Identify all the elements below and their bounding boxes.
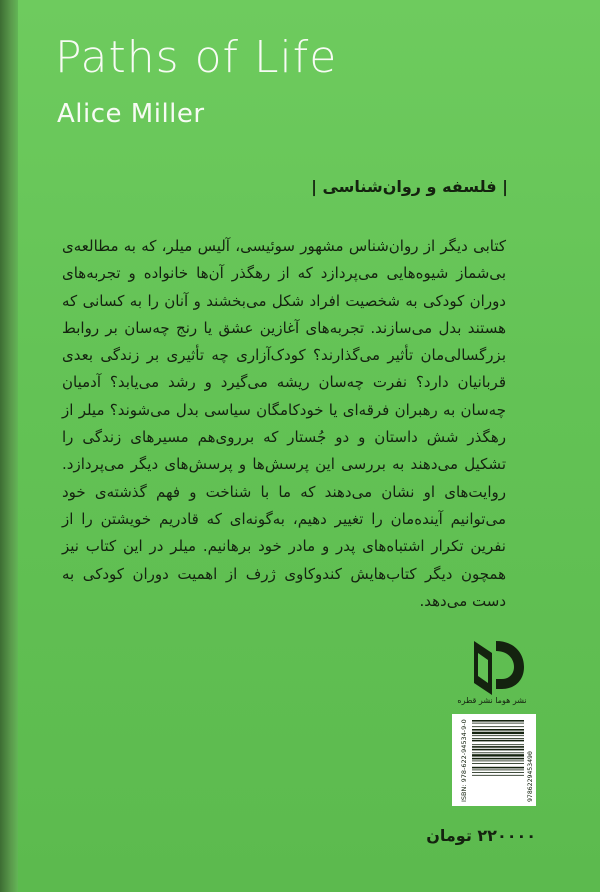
barcode-bar [472, 770, 524, 771]
barcode-bar [472, 720, 524, 722]
barcode-bar [472, 754, 524, 756]
book-spine-edge [0, 0, 18, 892]
category-label: | فلسفه و روان‌شناسی | [311, 177, 508, 196]
publisher-logo-icon [452, 633, 532, 721]
barcode-digits: 9786229453490 [526, 751, 534, 802]
barcode-bar [472, 735, 524, 736]
barcode-bar [472, 732, 524, 734]
isbn-text: ISBN: 978-622-94534-9-0 [460, 719, 468, 802]
barcode-bar [472, 746, 524, 748]
barcode-bar [472, 758, 524, 760]
barcode-bar [472, 738, 524, 739]
barcode-graphic [440, 710, 550, 810]
barcode-bar [472, 729, 524, 731]
barcode-bar [472, 726, 524, 727]
publisher-caption: نشر هوما نشر قطره [457, 696, 527, 705]
barcode-bar [472, 775, 524, 776]
book-author: Alice Miller [57, 99, 205, 129]
barcode-bar [472, 744, 524, 745]
barcode-bar [472, 740, 524, 742]
book-description: کتابی دیگر از روان‌شناس مشهور سوئیسی، آلیس میلر، که به مطالعه‌ی بی‌شماز شیوه‌هایی می‌پردازد که از رهگذر آن‌ها خانواده و تجربه‌های دوران کودکی به شخصیت افراد شکل می‌بخشند و آنان را به کسانی که هستند بدل می‌سازند. تجربه‌های آغازین عشق یا رنج چه‌سان بر روابط بزرگسالی‌مان تأثیر می‌گذارند؟ کودک‌آزاری چه تأثیری بر زندگی بعدی قربانیان دارد؟ نفرت چه‌سان ریشه می‌گیرد و رشد می‌یابد؟ آدمیان چه‌سان به رهبران فرقه‌ای یا خودکامگان سیاسی بدل می‌شوند؟ میلر از رهگذر شش داستان و دو جُستار که برروی‌هم مسیرهای زندگی را تشکیل می‌دهند به بررسی این پرسش‌ها و پرسش‌های دیگر می‌پردازد. روایت‌های او نشان می‌دهند که ما با شناخت و فهم گذشته‌ی خود می‌توانیم آینده‌مان را تغییر دهیم، به‌گونه‌ای که قادریم خویشتن را از نفرین تکرار اشتباه‌های پدر و مادر خود برهانیم. میلر در این کتاب نیز همچون دیگر کتاب‌هایش کندوکاوی ژرف از اهمیت دوران کودکی به دست می‌دهد. [62, 237, 506, 610]
barcode-bar [472, 767, 524, 769]
barcode-bar [472, 772, 524, 773]
barcode-bar [472, 763, 524, 764]
book-title: Paths of Life [55, 32, 338, 83]
barcode-bar [472, 761, 524, 762]
price-label: ۲۲۰۰۰۰ تومان [426, 826, 536, 845]
barcode-bar [472, 723, 524, 724]
barcode [440, 710, 550, 810]
barcode-bar [472, 749, 524, 751]
barcode-bar [472, 752, 524, 753]
